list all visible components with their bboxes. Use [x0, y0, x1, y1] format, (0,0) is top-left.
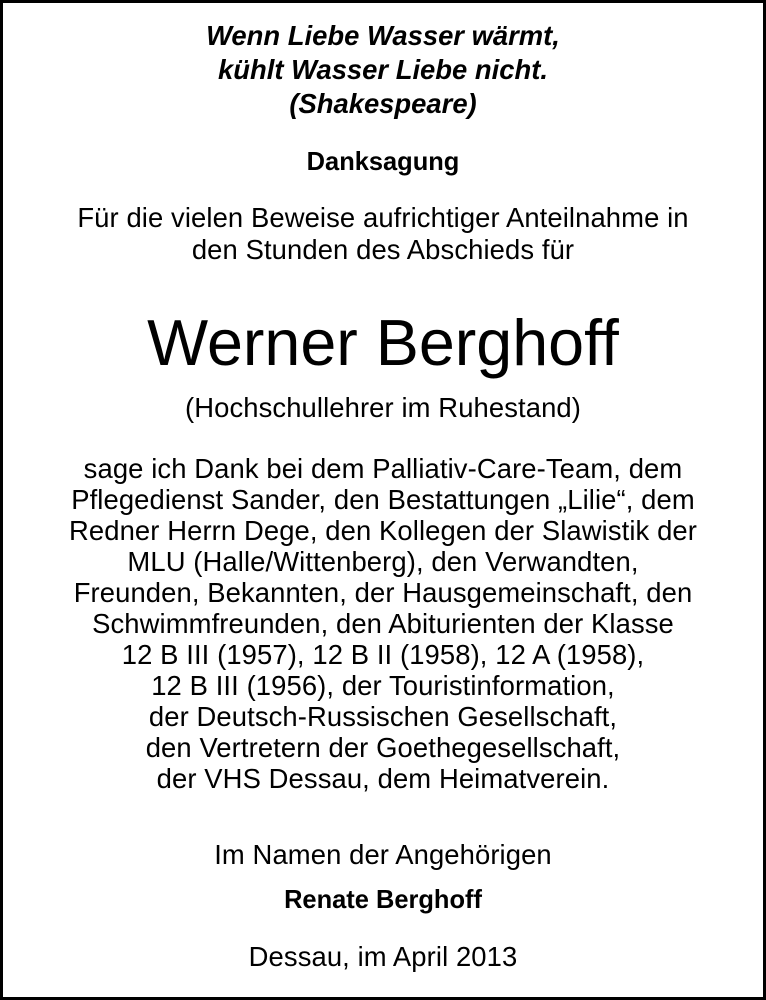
intro-line-1: Für die vielen Beweise aufrichtiger Anteilnahme in [77, 202, 689, 233]
thanks-line-2: Pflegedienst Sander, den Bestattungen „Lilie“, dem [71, 484, 695, 515]
thanks-line-1: sage ich Dank bei dem Palliativ-Care-Team, dem [83, 453, 683, 484]
quote-line-1: Wenn Liebe Wasser wärmt, [206, 20, 560, 51]
deceased-title: (Hochschullehrer im Ruhestand) [185, 392, 581, 423]
on-behalf-line: Im Namen der Angehörigen [214, 839, 552, 870]
thanks-line-5: Freunden, Bekannten, der Hausgemeinschaft, den [73, 577, 693, 608]
thanks-line-7: 12 B III (1957), 12 B II (1958), 12 A (1958), [121, 639, 645, 670]
quote-attribution: (Shakespeare) [289, 88, 477, 119]
signatory-name: Renate Berghoff [284, 886, 482, 914]
thanks-line-10: den Vertretern der Goethegesellschaft, [145, 732, 621, 763]
deceased-name: Werner Berghoff [147, 307, 619, 379]
intro-line-2: den Stunden des Abschieds für [191, 234, 575, 265]
thanks-line-11: der VHS Dessau, dem Heimatverein. [156, 763, 610, 794]
thanks-line-6: Schwimmfreunden, den Abiturienten der Klasse [92, 608, 674, 639]
place-date: Dessau, im April 2013 [248, 941, 518, 972]
thanks-line-8: 12 B III (1956), der Touristinformation, [151, 670, 615, 701]
quote-line-2: kühlt Wasser Liebe nicht. [218, 54, 548, 85]
thanks-line-9: der Deutsch-Russischen Gesellschaft, [148, 701, 618, 732]
thanks-line-4: MLU (Halle/Wittenberg), den Verwandten, [127, 546, 639, 577]
thanks-line-3: Redner Herrn Dege, den Kollegen der Slawistik der [69, 515, 697, 546]
notice-heading: Danksagung [306, 148, 460, 176]
